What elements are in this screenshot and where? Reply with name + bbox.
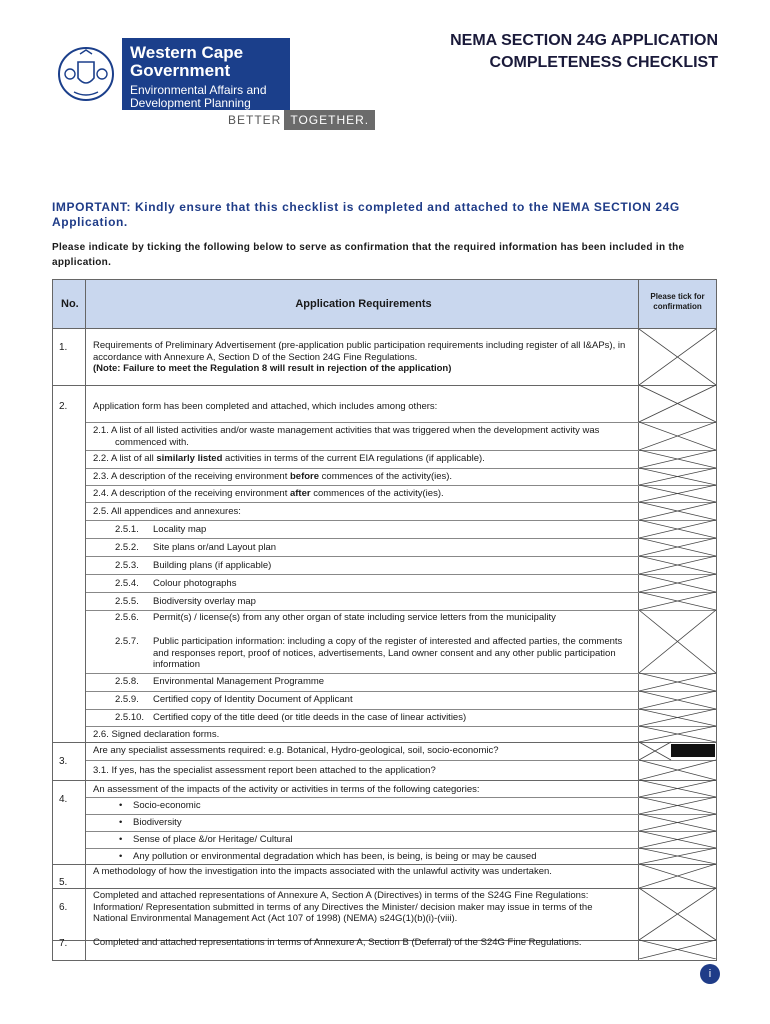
row-number: 7.: [59, 938, 68, 949]
appendix-item: [115, 524, 627, 535]
requirement-2-3-lead: 2.3. A description of the receiving environment: [93, 471, 290, 482]
appendix-label: Certified copy of the title deed (or title deeds in the case of linear activities): [153, 712, 467, 723]
appendix-number: 2.5.4.: [115, 578, 139, 589]
appendix-number: 2.5.5.: [115, 596, 139, 607]
appendix-item: [115, 560, 627, 571]
appendix-label: Permit(s) / license(s) from any other organ of state including service letters from the municipality: [153, 612, 556, 623]
requirement-2-3: [93, 471, 628, 483]
row-number: 3.: [59, 756, 68, 767]
col-requirements: Application Requirements: [295, 298, 432, 310]
org-line2: Government: [130, 61, 231, 80]
appendix-item: [115, 712, 627, 723]
requirement-2-1: 2.1. A list of all listed activities and/or waste management activities that was triggered when the development activity was commenced with.: [93, 425, 600, 448]
subrow-divider: [86, 726, 716, 727]
row-number: 2.: [59, 401, 68, 412]
requirement-1-note: (Note: Failure to meet the Regulation 8 will result in rejection of the application): [93, 363, 452, 374]
category-item: • Socio-economic: [119, 800, 629, 812]
requirement-2-2: [93, 453, 628, 465]
subrow-divider: [86, 691, 716, 692]
requirement-2-2-emphasis: similarly listed: [156, 453, 223, 464]
appendix-item: [115, 542, 627, 553]
requirement-3: Are any specialist assessments required: e.g. Botanical, Hydro-geological, soil, socio-economic?: [93, 745, 499, 756]
category-item: • Biodiversity: [119, 817, 629, 829]
dept-line2: Development Planning: [130, 96, 251, 110]
page-number: i: [700, 964, 720, 984]
row-divider: [53, 864, 716, 865]
appendix-number: 2.5.8.: [115, 676, 139, 687]
row-divider: [53, 385, 716, 386]
subrow-divider: [86, 485, 716, 486]
subrow-divider: [86, 848, 716, 849]
row-number: 6.: [59, 902, 68, 913]
col-no: No.: [61, 298, 79, 310]
requirement-2-5: 2.5. All appendices and annexures:: [93, 506, 241, 517]
tagline: [228, 110, 375, 130]
dept-line1: Environmental Affairs and: [130, 83, 267, 97]
requirement-5: A methodology of how the investigation into the impacts associated with the unlawful activity was undertaken.: [93, 866, 552, 877]
appendix-number: 2.5.2.: [115, 542, 139, 553]
instruction-text: Please indicate by ticking the following below to serve as confirmation that the required information has been included in the application.: [52, 242, 685, 268]
coat-of-arms-icon: [50, 38, 122, 110]
appendix-number: 2.5.9.: [115, 694, 139, 705]
appendix-label: Environmental Management Programme: [153, 676, 325, 687]
col-tick: Please tick for confirmation: [650, 292, 705, 311]
requirement-2-4-tail: commences of the activity(ies).: [310, 488, 444, 499]
appendix-item: [115, 612, 627, 624]
subrow-divider: [86, 520, 716, 521]
appendix-item: [115, 694, 627, 705]
subrow-divider: [86, 831, 716, 832]
requirement-6-text2: Information/ Representation submitted in terms of any Directives the Minister/ decision maker may issue in terms of the National Environmental Management Act (Act 107 of 1998) (NEMA) s24G(1)(b)(i)-(viii).: [93, 901, 593, 924]
requirement-1: [93, 340, 628, 375]
title-line2: COMPLETENESS CHECKLIST: [489, 54, 718, 71]
requirement-2-2-tail: activities in terms of the current EIA regulations (if applicable).: [222, 453, 485, 464]
subrow-divider: [86, 673, 716, 674]
row-number: 5.: [59, 877, 68, 888]
org-line1: Western Cape: [130, 43, 244, 62]
subrow-divider: [86, 797, 716, 798]
subrow-divider: [86, 556, 716, 557]
subrow-divider: [86, 450, 716, 451]
logo: [50, 38, 290, 110]
tagline-better: BETTER: [228, 113, 282, 127]
requirement-2-3-emphasis: before: [289, 471, 320, 482]
appendix-number: 2.5.1.: [115, 524, 139, 535]
requirement-6-text: Completed and attached representations of Annexure A, Section A (Directives) in terms of the S24G Fine Regulations:: [93, 890, 589, 901]
requirement-4: An assessment of the impacts of the activity or activities in terms of the following categories:: [93, 784, 480, 795]
appendix-number: 2.5.6.: [115, 612, 139, 623]
appendix-number: 2.5.10.: [115, 712, 145, 723]
appendix-label: Colour photographs: [153, 578, 237, 589]
appendix-item: [115, 636, 627, 671]
subrow-divider: [86, 814, 716, 815]
requirement-2-2-lead: 2.2. A list of all: [93, 453, 157, 464]
requirement-1-text: Requirements of Preliminary Advertisement (pre-application public participation requirements including register of all I&APs), in accordance with Annexure A, Section D of the Section 24G Fine Regulations.: [93, 340, 626, 363]
row-number: 1.: [59, 342, 68, 353]
checklist-table: [52, 279, 717, 961]
requirement-6: [93, 890, 628, 925]
appendix-label: Building plans (if applicable): [153, 560, 272, 571]
table-header: [53, 280, 716, 329]
requirement-7: Completed and attached representations in terms of Annexure A, Section B (Deferral) of the S24G Fine Regulations.: [93, 937, 582, 948]
grid-line: [85, 280, 86, 960]
row-divider: [53, 780, 716, 781]
subrow-divider: [86, 468, 716, 469]
appendix-label: Certified copy of Identity Document of Applicant: [153, 694, 353, 705]
appendix-number: 2.5.3.: [115, 560, 139, 571]
requirement-2-4-emphasis: after: [289, 488, 311, 499]
requirement-2-4: [93, 488, 628, 500]
title-line1: NEMA SECTION 24G APPLICATION: [450, 32, 718, 49]
requirement-2-4-lead: 2.4. A description of the receiving environment: [93, 488, 290, 499]
subrow-divider: [86, 760, 716, 761]
appendix-label: Site plans or/and Layout plan: [153, 542, 277, 553]
appendix-label: Public participation information: including a copy of the register of interested and affected parties, the comments and responses report, proof of notices, advertisements, Land owner consent and any other public participation information: [153, 636, 623, 670]
appendix-item: [115, 676, 627, 687]
appendix-label: Biodiversity overlay map: [153, 596, 256, 607]
category-item: • Any pollution or environmental degradation which has been, is being, is being or may be caused: [119, 851, 629, 863]
appendix-item: [115, 578, 627, 589]
redacted-tick-cell: [671, 744, 715, 757]
subrow-divider: [86, 502, 716, 503]
appendix-number: 2.5.7.: [115, 636, 139, 647]
requirement-2-3-tail: commences of the activity(ies).: [319, 471, 453, 482]
requirement-3-1: 3.1. If yes, has the specialist assessment report been attached to the application?: [93, 765, 436, 776]
subrow-divider: [86, 610, 716, 611]
row-divider: [53, 742, 716, 743]
tick-column-crosses: [639, 329, 716, 959]
tagline-together: TOGETHER.: [284, 110, 375, 130]
subrow-divider: [86, 574, 716, 575]
appendix-item: [115, 596, 627, 607]
appendix-label: Locality map: [153, 524, 207, 535]
requirement-2-6: 2.6. Signed declaration forms.: [93, 729, 220, 740]
subrow-divider: [86, 709, 716, 710]
page-title: [450, 30, 718, 74]
category-item: • Sense of place &/or Heritage/ Cultural: [119, 834, 629, 846]
row-divider: [53, 888, 716, 889]
subrow-divider: [86, 422, 716, 423]
requirement-2: Application form has been completed and attached, which includes among others:: [93, 401, 438, 412]
important-notice: IMPORTANT: Kindly ensure that this checklist is completed and attached to the NEMA SECTION 24G Application.: [52, 200, 680, 229]
subrow-divider: [86, 538, 716, 539]
row-number: 4.: [59, 794, 68, 805]
subrow-divider: [86, 592, 716, 593]
